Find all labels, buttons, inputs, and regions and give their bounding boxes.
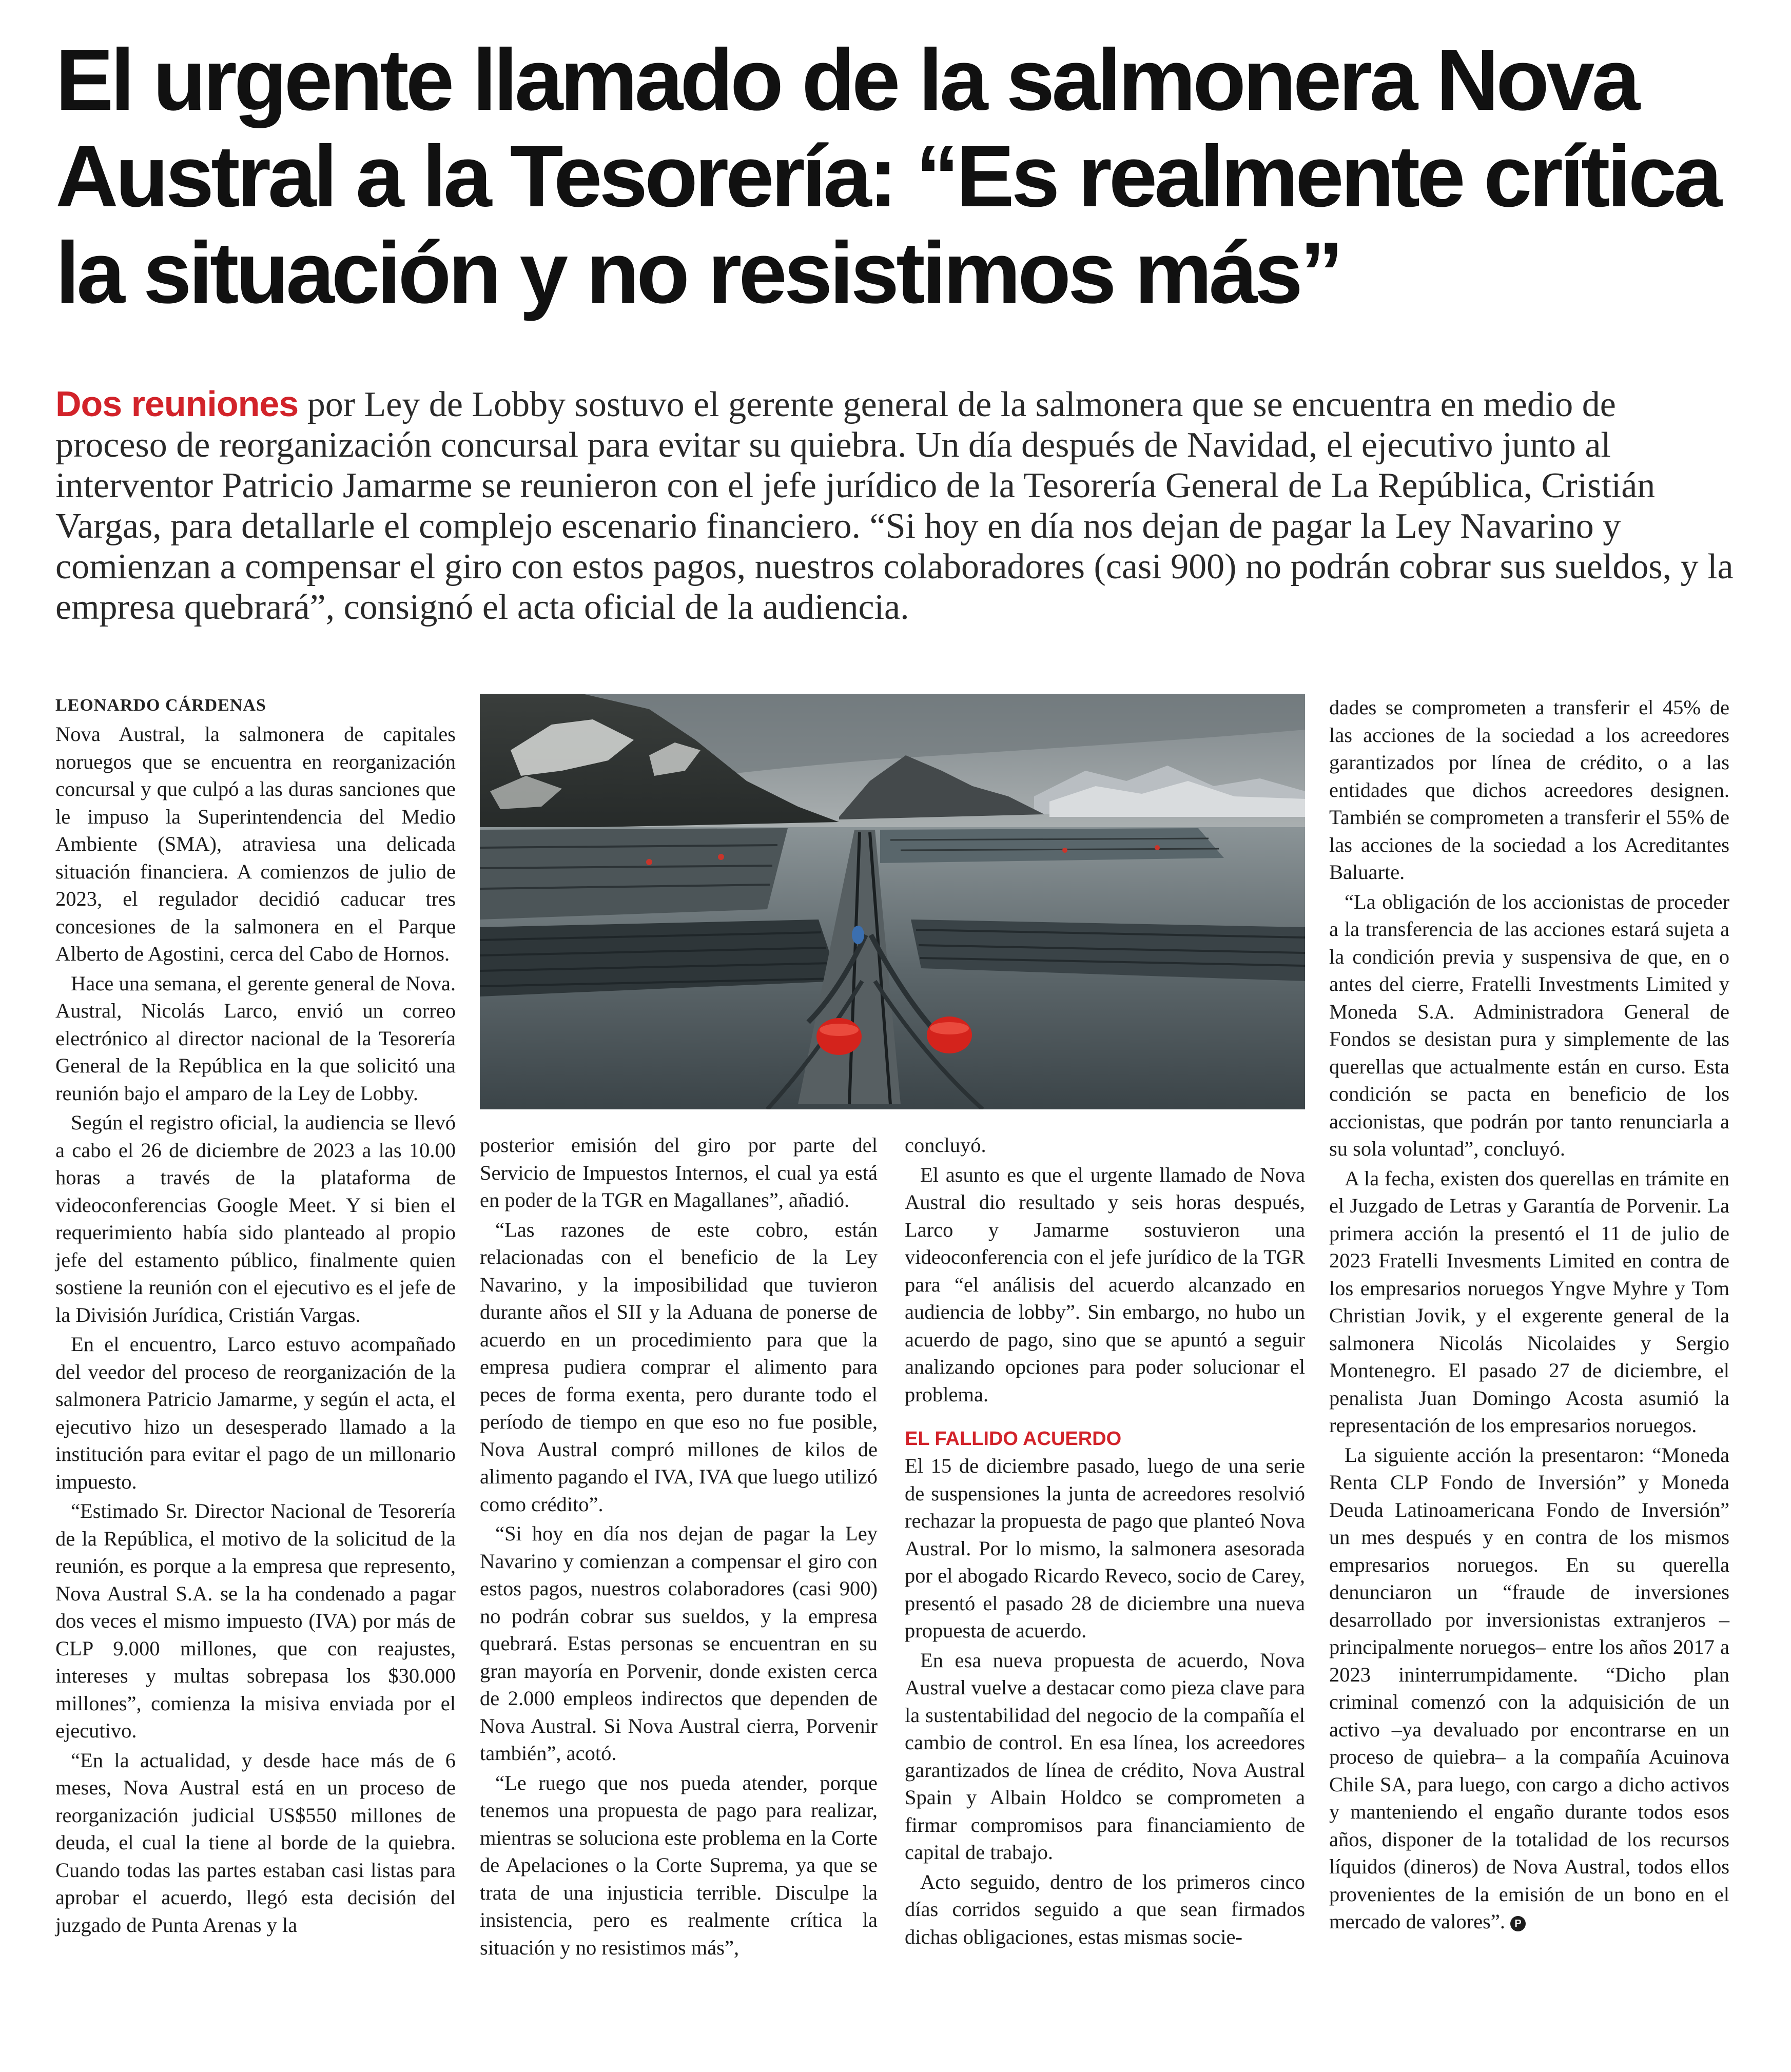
paragraph: posterior emisión del giro por parte del Servicio de Impuestos Internos, el cual ya está en poder de la TGR en Magallanes”, añadió.: [480, 1133, 878, 1211]
paragraph: El asunto es que el urgente llamado de Nova Austral dio resultado y seis horas después, Larco y Jamarme sostuvieron una videoconferencia con el jefe jurídico de la TGR para “el análisis del acuerdo alcanzado en audiencia de lobby”. Sin embargo, no hubo un acuerdo de pago, sino que se apuntó a seguir analizando opciones para poder solucionar el problema.: [905, 1163, 1305, 1406]
salmon-farm-photo: [480, 694, 1305, 1109]
end-mark-icon: P: [1510, 1916, 1526, 1931]
paragraph: “Estimado Sr. Director Nacional de Tesorería de la República, el motivo de la solicitud de la reunión, es porque a la empresa que represento, Nova Austral S.A. se la ha condenado a pagar dos veces el mismo impuesto (IVA) por más de CLP 9.000 millones, que con reajustes, intereses y multas sobrepasa los $30.000 millones”, comienza la misiva enviada por el ejecutivo.: [55, 1499, 456, 1742]
paragraph: Hace una semana, el gerente general de Nova. Austral, Nicolás Larco, envió un correo electrónico al director nacional de la Tesorería General de la República en la que solicitó una reunión bajo el amparo de la Ley de Lobby.: [55, 971, 456, 1105]
paragraph: En esa nueva propuesta de acuerdo, Nova Austral vuelve a destacar como pieza clave para la sustentabilidad del negocio de la compañía el cambio de control. En esa línea, los acreedores garantizados de línea de crédito, Nova Austral Spain y Albain Holdco se comprometen a firmar compromisos para financiamiento de capital de trabajo.: [905, 1648, 1305, 1864]
lede: [55, 384, 1736, 628]
paragraph: concluyó.: [905, 1133, 986, 1157]
paragraph: dades se comprometen a transferir el 45% de las acciones de la sociedad a los acreedores garantizados por línea de crédito, o a las entidades que dichos acreedores designen. También se comprometen a transferir el 55% de las acciones de la sociedad a los Acreditantes Baluarte.: [1329, 696, 1729, 884]
lede-kicker: Dos reuniones: [55, 384, 299, 424]
paragraph: “Si hoy en día nos dejan de pagar la Ley Navarino y comienzan a compensar el giro con estos pagos, nuestros colaboradores (casi 900) no podrán cobrar sus sueldos, y la empresa quebrará. Estas personas se encuentran en su gran mayoría en Porvenir, donde existen cerca de 2.000 empleos indirectos que dependen de Nova Austral. Si Nova Austral cierra, Porvenir también”, acotó.: [480, 1522, 878, 1765]
article-column-4: [1329, 694, 1729, 1938]
article-column-1: [55, 694, 456, 1941]
paragraph-text: La siguiente acción la presentaron: “Moneda Renta CLP Fondo de Inversión” y Moneda Deuda Latinoamericana Fondo de Inversión” un mes después y en contra de los mismos empresarios noruegos. En su querella denunciaron un “fraude de inversiones desarrollado por inversionistas extranjeros –principalmente noruegos– entre los años 2017 a 2023 ininterrumpidamente. “Dicho plan criminal comenzó con la adquisición de un activo –ya devaluado por encontrarse en un proceso de quiebra– a la compañía Acuinova Chile SA, para luego, con cargo a dicho activos y manteniendo el engaño durante todos esos años, disponer de la totalidad de los recursos líquidos (dineros) de Nova Austral, todos ellos provenientes de la emisión de un bono en el mercado de valores”.: [1329, 1443, 1729, 1933]
paragraph: El 15 de diciembre pasado, luego de una serie de suspensiones la junta de acreedores resolvió rechazar la propuesta de pago que planteó Nova Austral. Por lo mismo, la salmonera asesorada por el abogado Ricardo Reveco, socio de Carey, presentó el pasado 28 de diciembre una nueva propuesta de acuerdo.: [905, 1454, 1305, 1642]
paragraph: “En la actualidad, y desde hace más de 6 meses, Nova Austral está en un proceso de reorganización judicial US$550 millones de deuda, el cual la tiene al borde de la quiebra. Cuando todas las partes estaban casi listas para aprobar el acuerdo, llegó esta decisión del juzgado de Punta Arenas y la: [55, 1748, 456, 1937]
paragraph: “Le ruego que nos pueda atender, porque tenemos una propuesta de pago para realizar, mientras se soluciona este problema en la Corte de Apelaciones o la Corte Suprema, ya que se trata de una injusticia terrible. Disculpe la insistencia, pero es realmente crítica la situación y no resistimos más”,: [480, 1771, 878, 1959]
paragraph: “Las razones de este cobro, están relacionadas con el beneficio de la Ley Navarino, y la imposibilidad que tuvieron durante años el SII y la Aduana de ponerse de acuerdo en un procedimiento para que la empresa pudiera comprar el alimento para peces de forma exenta, pero durante todo el período de tiempo en que eso no fue posible, Nova Austral compró millones de kilos de alimento pagando el IVA, IVA que luego utilizó como crédito”.: [480, 1218, 878, 1516]
paragraph: “La obligación de los accionistas de proceder a la transferencia de las acciones estará sujeta a la condición previa y suspensiva de que, en o antes del cierre, Fratelli Investments Limited y Moneda S.A. Administradora General de Fondos se desistan pura y simplemente de las querellas que actualmente están en curso. Esta condición se pacta en beneficio de los accionistas, que podrán por tanto renunciarla a su sola voluntad”, concluyó.: [1329, 890, 1729, 1160]
paragraph: [1329, 1441, 1729, 1936]
subheading: EL FALLIDO ACUERDO: [905, 1428, 1122, 1450]
paragraph: A la fecha, existen dos querellas en trámite en el Juzgado de Letras y Garantía de Porvenir. La primera acción la presentó el 11 de julio de 2023 Fratelli Invesments Limited en contra de los empresarios noruegos Yngve Myhre y Tom Christian Jovik, y el exgerente general de la salmonera Nicolás Nicolaides y Sergio Montenegro. El pasado 27 de diciembre, el penalista Juan Domingo Acosta asumió la representación de los empresarios noruegos.: [1329, 1166, 1729, 1437]
lede-text: por Ley de Lobby sostuvo el gerente general de la salmonera que se encuentra en medio de proceso de reorganización concursal para evitar su quiebra. Un día después de Navidad, el ejecutivo junto al interventor Patricio Jamarme se reunieron con el jefe jurídico de la Tesorería General de La República, Cristián Vargas, para detallarle el complejo escenario financiero. “Si hoy en día nos dejan de pagar la Ley Navarino y comienzan a compensar el giro con estos pagos, nuestros colaboradores (casi 900) no podrán cobrar sus sueldos, y la empresa quebrará”, consignó el acta oficial de la audiencia.: [55, 385, 1734, 627]
paragraph: Acto seguido, dentro de los primeros cinco días corridos seguido a que sean firmados dichas obligaciones, estas mismas socie-: [905, 1870, 1305, 1948]
paragraph: Nova Austral, la salmonera de capitales noruegos que se encuentra en reorganización concursal y que culpó a las duras sanciones que le impuso la Superintendencia del Medio Ambiente (SMA), atraviesa una delicada situación financiera. A comienzos de julio de 2023, el regulador decidió caducar tres concesiones de la salmonera en el Parque Alberto de Agostini, cerca del Cabo de Hornos.: [55, 722, 456, 965]
paragraph: En el encuentro, Larco estuvo acompañado del veedor del proceso de reorganización de la salmonera Patricio Jamarme, y según el acta, el ejecutivo hizo un desesperado llamado a la institución para evitar el pago de un millonario impuesto.: [55, 1333, 456, 1493]
article-column-3: [905, 1131, 1305, 1952]
headline: El urgente llamado de la salmonera Nova Austral a la Tesorería: “Es realmente crítica la situación y no resistimos más”: [55, 31, 1719, 322]
article-column-2: [480, 1131, 878, 1963]
paragraph: Según el registro oficial, la audiencia se llevó a cabo el 26 de diciembre de 2023 a las 10.00 horas a través de la plataforma de videoconferencias Google Meet. Y si bien el requerimiento había sido planteado al propio jefe del estamento público, finalmente quien sostiene la reunión con el ejecutivo es el jefe de la División Jurídica, Cristián Vargas.: [55, 1111, 456, 1326]
byline: LEONARDO CÁRDENAS: [55, 696, 266, 715]
